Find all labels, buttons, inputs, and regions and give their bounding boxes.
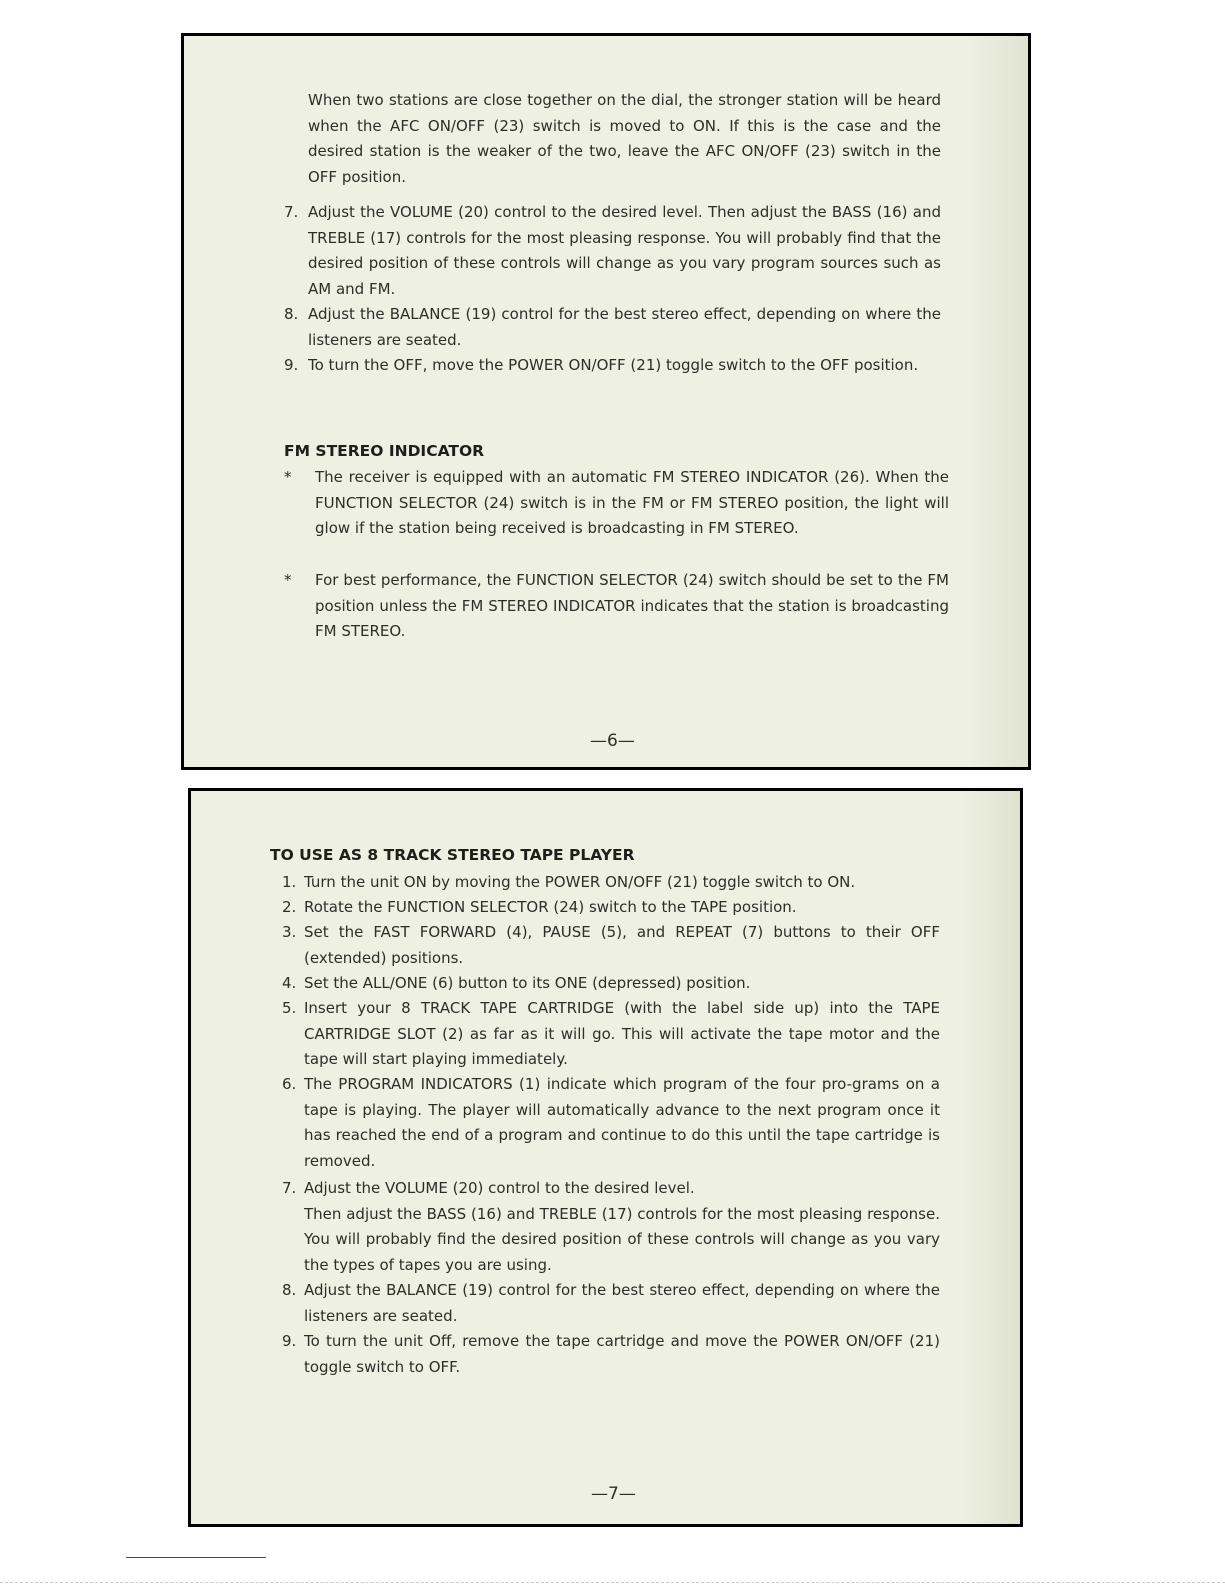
step-number: 3. xyxy=(282,923,297,941)
step-number: 1. xyxy=(282,873,297,891)
bullet-mark: * xyxy=(284,468,292,486)
step-text: Adjust the BALANCE (19) control for the best stereo effect, depending on where the listeners are seated. xyxy=(304,1281,940,1325)
bullet-item xyxy=(284,465,949,542)
step-item xyxy=(282,1176,940,1278)
step-item xyxy=(284,302,941,353)
step-text: Set the ALL/ONE (6) button to its ONE (depressed) position. xyxy=(304,974,751,992)
step-text-continued: Then adjust the BASS (16) and TREBLE (17) controls for the most pleasing response. You will probably find the desired position of these controls will change as you vary the types of tapes you are using. xyxy=(304,1204,940,1274)
step-item xyxy=(284,353,941,379)
manual-page-7 xyxy=(188,788,1023,1527)
step-item xyxy=(282,870,940,896)
step-item xyxy=(282,895,940,921)
step-number: 9. xyxy=(284,356,299,374)
step-item xyxy=(282,920,940,971)
step-number: 8. xyxy=(282,1281,297,1299)
step-text: The PROGRAM INDICATORS (1) indicate which program of the four pro-grams on a tape is playing. The player will automatically advance to the next program once it has reached the end of a program and continue to do this until the tape cartridge is removed. xyxy=(304,1075,940,1170)
footer-link-underline xyxy=(126,1557,266,1558)
step-item xyxy=(282,1072,940,1174)
step-number: 7. xyxy=(282,1179,297,1197)
step-number: 7. xyxy=(284,203,299,221)
bullet-text: For best performance, the FUNCTION SELECTOR (24) switch should be set to the FM position unless the FM STEREO INDICATOR indicates that the station is broadcasting FM STEREO. xyxy=(315,571,949,640)
step-number: 4. xyxy=(282,974,297,992)
step-item xyxy=(282,996,940,1073)
section-heading: TO USE AS 8 TRACK STEREO TAPE PLAYER xyxy=(270,846,635,864)
step-item xyxy=(282,1278,940,1329)
step-text: To turn the unit Off, remove the tape cartridge and move the POWER ON/OFF (21) toggle switch to OFF. xyxy=(304,1332,940,1376)
bullet-text: The receiver is equipped with an automatic FM STEREO INDICATOR (26). When the FUNCTION SELECTOR (24) switch is in the FM or FM STEREO position, the light will glow if the station being received is broadcasting in FM STEREO. xyxy=(315,468,949,537)
step-text: Adjust the BALANCE (19) control for the best stereo effect, depending on where the listeners are seated. xyxy=(308,305,941,349)
step-text: Adjust the VOLUME (20) control to the desired level. Then adjust the BASS (16) and TREBLE (17) controls for the most pleasing response. You will probably find that the desired position of these controls will change as you vary program sources such as AM and FM. xyxy=(308,203,941,298)
step-text: Set the FAST FORWARD (4), PAUSE (5), and REPEAT (7) buttons to their OFF (extended) positions. xyxy=(304,923,940,967)
step-number: 9. xyxy=(282,1332,297,1350)
footer-rule xyxy=(0,1582,1225,1583)
bullet-mark: * xyxy=(284,571,292,589)
step-number: 5. xyxy=(282,999,297,1017)
step-text: Adjust the VOLUME (20) control to the desired level. xyxy=(304,1179,695,1197)
page-number: —6— xyxy=(590,731,635,751)
step-item xyxy=(284,200,941,302)
step-text: Turn the unit ON by moving the POWER ON/OFF (21) toggle switch to ON. xyxy=(304,873,856,891)
step-number: 2. xyxy=(282,898,297,916)
step-text: Insert your 8 TRACK TAPE CARTRIDGE (with the label side up) into the TAPE CARTRIDGE SLOT (2) as far as it will go. This will activate the tape motor and the tape will start playing immediately. xyxy=(304,999,940,1068)
scan-shadow xyxy=(960,791,1020,1524)
step-item xyxy=(282,1329,940,1380)
page-number: —7— xyxy=(591,1484,636,1504)
section-heading: FM STEREO INDICATOR xyxy=(284,442,485,460)
step-text: Rotate the FUNCTION SELECTOR (24) switch to the TAPE position. xyxy=(304,898,797,916)
step-number: 8. xyxy=(284,305,299,323)
manual-page-6 xyxy=(181,33,1031,770)
afc-note-paragraph: When two stations are close together on the dial, the stronger station will be heard when the AFC ON/OFF (23) switch is moved to ON. If this is the case and the desired station is the weaker of the two, leave the AFC ON/OFF (23) switch in the OFF position. xyxy=(308,91,941,186)
bullet-item xyxy=(284,568,949,645)
step-item xyxy=(282,971,940,997)
scan-shadow xyxy=(968,36,1028,767)
step-text: To turn the OFF, move the POWER ON/OFF (21) toggle switch to the OFF position. xyxy=(308,356,919,374)
step-number: 6. xyxy=(282,1075,297,1093)
